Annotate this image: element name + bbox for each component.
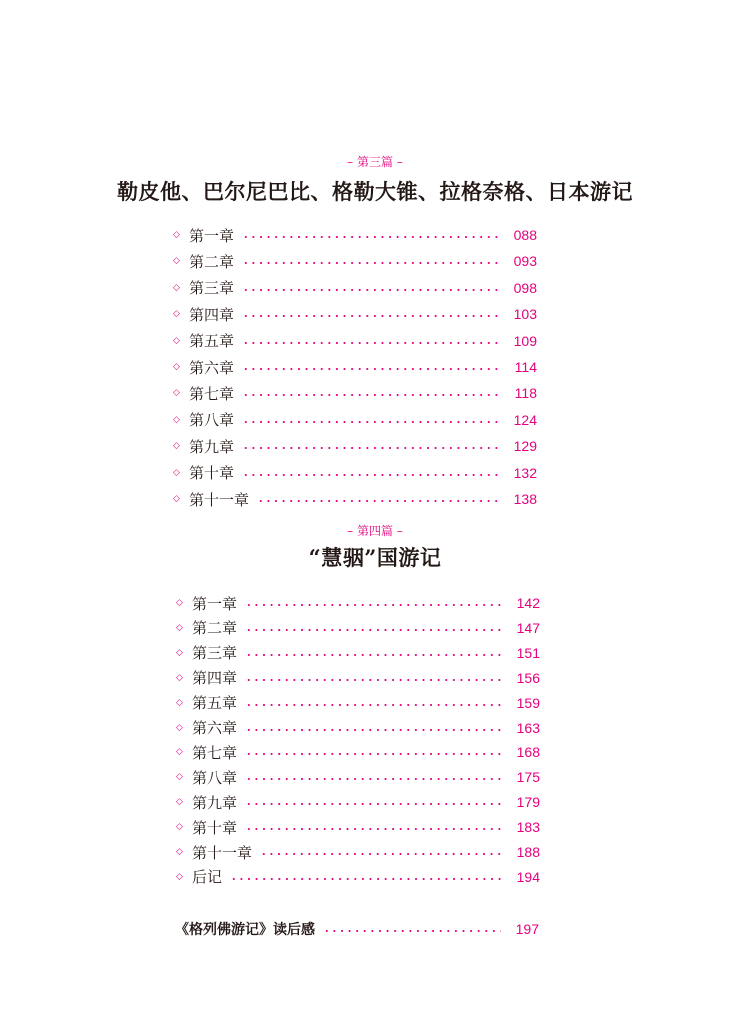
- page-number: 118: [514, 385, 537, 402]
- chapter-label: 第三章: [192, 644, 238, 663]
- toc-entry[interactable]: [173, 357, 537, 377]
- chapter-label: 第八章: [192, 768, 238, 787]
- chapter-label: 第二章: [189, 252, 235, 271]
- page-number: 142: [516, 595, 540, 611]
- chapter-label: 第八章: [189, 411, 235, 430]
- toc-entry[interactable]: [176, 742, 540, 762]
- leader-dots: [242, 315, 499, 317]
- page-number: 168: [516, 744, 540, 761]
- diamond-bullet-icon: ◇: [176, 722, 183, 733]
- diamond-bullet-icon: ◇: [173, 362, 180, 372]
- page-number: 163: [516, 719, 540, 736]
- leader-dots: [242, 394, 499, 396]
- diamond-bullet-icon: ◇: [176, 622, 183, 633]
- leader-dots: [242, 342, 499, 344]
- chapter-label: 后记: [192, 868, 223, 887]
- leader-dots: [242, 262, 499, 264]
- diamond-bullet-icon: ◇: [173, 494, 180, 504]
- diamond-bullet-icon: ◇: [176, 797, 183, 808]
- toc-entry[interactable]: [176, 867, 540, 887]
- page-number: 138: [513, 491, 537, 507]
- toc-entry[interactable]: [176, 618, 540, 638]
- toc-entry[interactable]: [173, 489, 537, 509]
- chapter-label: 第七章: [192, 743, 238, 762]
- page-number: 179: [516, 794, 540, 811]
- diamond-bullet-icon: ◇: [173, 309, 180, 320]
- page-number: 109: [513, 332, 537, 349]
- page-number: 103: [513, 306, 537, 323]
- diamond-bullet-icon: ◇: [176, 598, 183, 608]
- page-number: 188: [516, 844, 540, 860]
- page-number: 129: [513, 438, 537, 455]
- page-number: 098: [513, 279, 537, 296]
- toc-entry[interactable]: [176, 842, 540, 862]
- chapter-label: 第七章: [189, 384, 235, 403]
- page-number: 114: [514, 359, 537, 375]
- page-number: 183: [516, 819, 540, 836]
- diamond-bullet-icon: ◇: [173, 282, 180, 293]
- chapter-label: 第四章: [192, 669, 238, 688]
- part-3-title: 勒皮他、巴尔尼巴比、格勒大锥、拉格奈格、日本游记: [117, 179, 633, 204]
- toc-entry[interactable]: [173, 251, 537, 271]
- leader-dots: [230, 878, 502, 880]
- leader-dots: [242, 474, 499, 476]
- leader-dots: [245, 679, 502, 681]
- page-number: 156: [516, 669, 540, 686]
- leader-dots: [245, 803, 502, 805]
- toc-entry[interactable]: [176, 593, 540, 613]
- chapter-label: 第三章: [189, 279, 235, 298]
- toc-entry[interactable]: [176, 817, 540, 837]
- part-4-label: – 第四篇 –: [347, 524, 403, 538]
- leader-dots: [242, 421, 499, 423]
- leader-dots: [245, 654, 502, 656]
- page-number: 194: [516, 868, 540, 885]
- part-3-label: – 第三篇 –: [347, 155, 403, 169]
- toc-entry[interactable]: [173, 331, 537, 351]
- page-number: 197: [515, 921, 539, 937]
- toc-entry-afterword[interactable]: [175, 918, 539, 940]
- diamond-bullet-icon: ◇: [176, 697, 183, 708]
- toc-entry[interactable]: [173, 410, 537, 430]
- diamond-bullet-icon: ◇: [176, 772, 183, 783]
- chapter-label: 第二章: [192, 619, 238, 638]
- leader-dots: [245, 629, 502, 631]
- chapter-label: 第十一章: [189, 490, 250, 509]
- page-number: 093: [513, 253, 537, 270]
- diamond-bullet-icon: ◇: [173, 467, 180, 478]
- part-4-title: “慧骃”国游记: [308, 545, 442, 570]
- toc-entry[interactable]: [173, 463, 537, 483]
- diamond-bullet-icon: ◇: [173, 388, 180, 399]
- chapter-label: 第一章: [192, 594, 238, 613]
- leader-dots: [242, 447, 499, 449]
- leader-dots: [257, 500, 499, 502]
- diamond-bullet-icon: ◇: [173, 414, 180, 425]
- leader-dots: [245, 604, 502, 606]
- afterword-label: 《格列佛游记》读后感: [175, 922, 315, 938]
- diamond-bullet-icon: ◇: [173, 335, 180, 346]
- leader-dots: [242, 368, 499, 370]
- page-number: 147: [516, 619, 540, 636]
- page-number: 159: [516, 694, 540, 711]
- leader-dots: [242, 236, 499, 238]
- toc-entry[interactable]: [173, 278, 537, 298]
- chapter-label: 第六章: [192, 719, 238, 737]
- page-number: 175: [516, 769, 540, 786]
- chapter-label: 第十章: [189, 464, 235, 483]
- toc-entry[interactable]: [173, 436, 537, 456]
- chapter-label: 第九章: [192, 793, 238, 812]
- chapter-label: 第十一章: [192, 843, 253, 862]
- toc-entry[interactable]: [176, 767, 540, 787]
- diamond-bullet-icon: ◇: [176, 847, 183, 857]
- toc-entry[interactable]: [173, 304, 537, 324]
- toc-entry[interactable]: [176, 718, 540, 738]
- leader-dots: [260, 853, 502, 855]
- diamond-bullet-icon: ◇: [176, 871, 183, 882]
- diamond-bullet-icon: ◇: [176, 647, 183, 658]
- diamond-bullet-icon: ◇: [176, 822, 183, 833]
- page-number: 088: [513, 227, 537, 243]
- toc-entry[interactable]: [173, 383, 537, 403]
- diamond-bullet-icon: ◇: [173, 256, 180, 267]
- toc-entry[interactable]: [176, 668, 540, 688]
- chapter-label: 第六章: [189, 358, 235, 377]
- toc-entry[interactable]: [176, 792, 540, 812]
- page-number: 151: [516, 644, 540, 661]
- page-number: 132: [513, 464, 537, 481]
- toc-entry[interactable]: [173, 225, 537, 245]
- diamond-bullet-icon: ◇: [176, 747, 183, 758]
- leader-dots: [245, 753, 502, 755]
- leader-dots: [323, 930, 501, 932]
- diamond-bullet-icon: ◇: [176, 672, 183, 683]
- leader-dots: [245, 778, 502, 780]
- leader-dots: [242, 289, 499, 291]
- chapter-label: 第五章: [189, 332, 235, 351]
- leader-dots: [245, 704, 502, 706]
- chapter-label: 第五章: [192, 694, 238, 713]
- chapter-label: 第一章: [189, 226, 235, 245]
- page-number: 124: [513, 411, 537, 428]
- diamond-bullet-icon: ◇: [173, 230, 180, 240]
- leader-dots: [245, 828, 502, 830]
- toc-entry[interactable]: [176, 643, 540, 663]
- diamond-bullet-icon: ◇: [173, 441, 180, 452]
- leader-dots: [245, 729, 502, 731]
- chapter-label: 第九章: [189, 437, 235, 456]
- toc-entry[interactable]: [176, 693, 540, 713]
- chapter-label: 第四章: [189, 305, 235, 324]
- chapter-label: 第十章: [192, 818, 238, 837]
